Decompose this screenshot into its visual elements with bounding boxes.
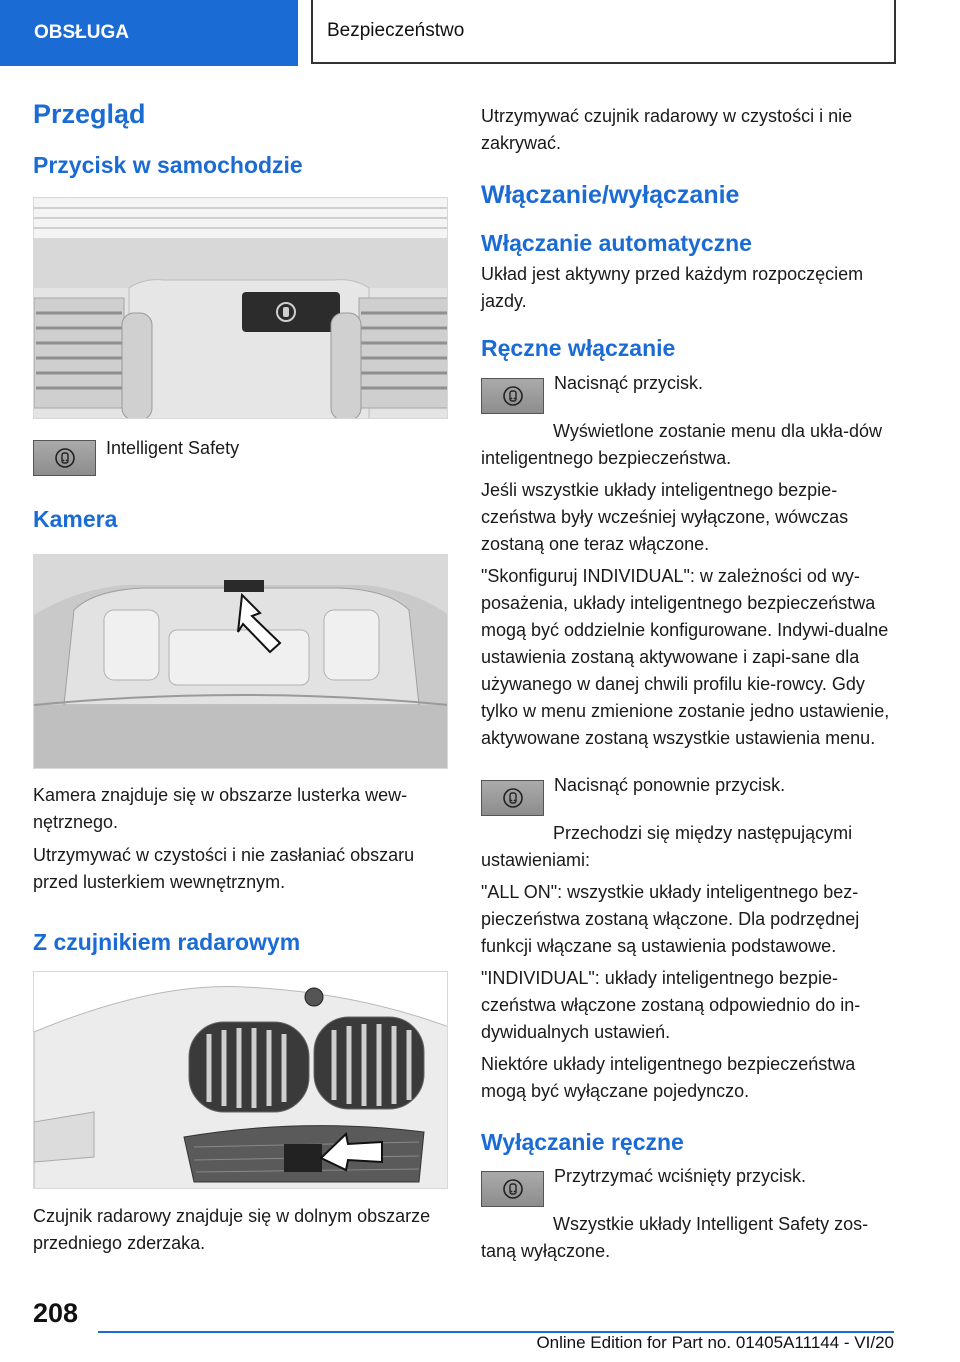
dashboard-illustration bbox=[34, 198, 448, 419]
radar-text: Czujnik radarowy znajduje się w dolnym obszarze przedniego zderzaka. bbox=[33, 1206, 431, 1254]
camera-heading: Kamera bbox=[33, 506, 118, 533]
camera-text-2: Utrzymywać w czystości i nie zasłaniać obszaru przed lusterkiem wewnętrznym. bbox=[33, 844, 415, 892]
dashboard-button-photo bbox=[33, 197, 448, 419]
manual-step-1-text: Wyświetlone zostanie menu dla ukła‐dów inteligentnego bezpieczeństwa. bbox=[481, 420, 883, 468]
page-title: Przegląd bbox=[33, 99, 146, 129]
button-icon-press-again bbox=[481, 780, 544, 816]
page-number: 208 bbox=[33, 1298, 79, 1328]
manual-step-1: Nacisnąć przycisk. bbox=[554, 372, 704, 393]
radar-heading: Z czujnikiem radarowym bbox=[33, 928, 301, 955]
button-icon-press bbox=[481, 378, 544, 414]
off-heading: Wyłączanie ręczne bbox=[481, 1128, 684, 1155]
intelligent-safety-caption: Intelligent Safety bbox=[106, 438, 240, 459]
camera-text-1: Kamera znajduje się w obszarze lusterka wew‐nętrznego. bbox=[33, 784, 408, 832]
button-icon-hold bbox=[481, 1171, 544, 1207]
intelligent-safety-button-icon bbox=[33, 440, 96, 476]
section-tab: OBSŁUGA bbox=[0, 0, 298, 66]
windshield-illustration bbox=[34, 555, 448, 769]
manual-step-2-row bbox=[481, 772, 899, 816]
intelligent-safety-row bbox=[33, 438, 448, 476]
radar-photo bbox=[33, 971, 448, 1189]
individual-text: "INDIVIDUAL": układy inteligentnego bezpie‐czeństwa włączone zostaną odpowiednio do in‐dywidualnych ustawień. bbox=[481, 967, 861, 1042]
off-step: Przytrzymać wciśnięty przycisk. bbox=[554, 1166, 807, 1187]
manual-text-2: Jeśli wszystkie układy inteligentnego bezpie‐czeństwa były wcześniej wyłączone, wówczas zostaną one teraz włączone. bbox=[481, 479, 849, 554]
auto-heading: Włączanie automatyczne bbox=[481, 229, 752, 256]
auto-text: Układ jest aktywny przed każdym rozpoczęciem jazdy. bbox=[481, 264, 864, 312]
manual-heading: Ręczne włączanie bbox=[481, 335, 676, 362]
manual-step-1-row bbox=[481, 370, 899, 414]
chapter-title: Bezpieczeństwo bbox=[311, 0, 896, 64]
manual-step-2-text: Przechodzi się między następującymi ustawieniami: bbox=[481, 822, 853, 870]
manual-step-2: Nacisnąć ponownie przycisk. bbox=[554, 774, 786, 795]
allon-text: "ALL ON": wszystkie układy inteligentnego bez‐pieczeństwa zostaną włączone. Dla podrzędnej funkcji włączane są ustawienia podstawowe. bbox=[481, 881, 860, 956]
radar-intro-text: Utrzymywać czujnik radarowy w czystości i nie zakrywać. bbox=[481, 106, 853, 153]
right-column bbox=[481, 95, 899, 1265]
off-step-row bbox=[481, 1163, 899, 1207]
footer-edition: Online Edition for Part no. 01405A11144 - VI/20 bbox=[536, 1333, 894, 1352]
onoff-heading: Włączanie/wyłączanie bbox=[481, 181, 740, 209]
some-systems-text: Niektóre układy inteligentnego bezpieczeństwa mogą być wyłączane pojedynczo. bbox=[481, 1053, 856, 1101]
front-bumper-illustration bbox=[34, 972, 448, 1189]
camera-photo bbox=[33, 554, 448, 769]
off-text: Wszystkie układy Intelligent Safety zos‐taną wyłączone. bbox=[481, 1214, 869, 1262]
manual-text-3: "Skonfiguruj INDIVIDUAL": w zależności od wy‐posażenia, układy inteligentnego bezpieczeństwa mogą być oddzielnie konfigurowane. Indywi‐dualne ustawienia zostaną aktywowane i zapi‐sane dla używanego w danej chwili profilu kie‐rowcy. Gdy tylko w menu zmienione zostanie jedno ustawienie, aktywowane zostaną wszystkie ustawienia menu. bbox=[481, 565, 890, 748]
left-column bbox=[33, 95, 448, 1257]
button-heading: Przycisk w samochodzie bbox=[33, 152, 303, 179]
